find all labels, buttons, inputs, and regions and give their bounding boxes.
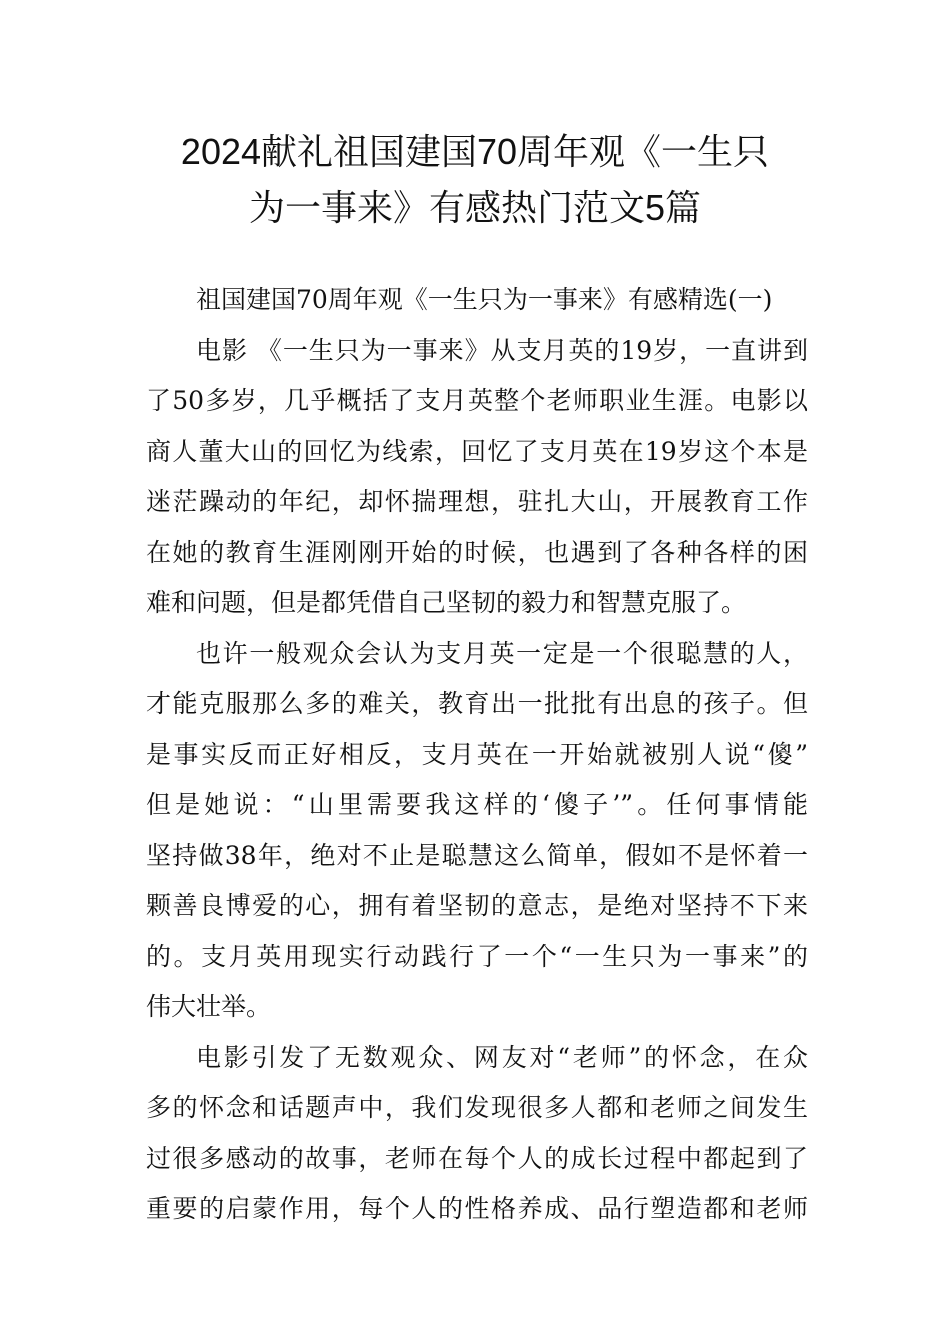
text-line: 在她的教育生涯刚刚开始的时候，也遇到了各种各样的困 <box>146 537 808 567</box>
text-line: 了50多岁，几乎概括了支月英整个老师职业生涯。电影以 <box>146 386 808 415</box>
title-line: 为一事来》有感热门范文5篇 <box>248 187 702 228</box>
title-line: 2024献礼祖国建国70周年观《一生只 <box>180 131 770 172</box>
subtitle-line: 祖国建国70周年观《一生只为一事来》有感精选(一) <box>196 285 773 314</box>
document-body <box>146 280 808 1240</box>
text-line: 迷茫躁动的年纪，却怀揣理想，驻扎大山，开展教育工作 <box>146 487 808 516</box>
text-line: 难和问题，但是都凭借自己坚韧的毅力和智慧克服了。 <box>146 588 747 617</box>
text-line: 商人董大山的回忆为线索，回忆了支月英在19岁这个本是 <box>146 436 808 466</box>
text-line: 过很多感动的故事，老师在每个人的成长过程中都起到了 <box>146 1143 808 1173</box>
text-line: 电影 《一生只为一事来》从支月英的19岁，一直讲到 <box>196 335 808 365</box>
paragraph-1 <box>146 331 808 634</box>
text-line: 的。支月英用现实行动践行了一个“一生只为一事来”的 <box>146 941 808 971</box>
text-line: 多的怀念和话题声中，我们发现很多人都和老师之间发生 <box>146 1093 808 1122</box>
paragraph-3 <box>146 1038 808 1240</box>
text-line: 颗善良博爱的心，拥有着坚韧的意志，是绝对坚持不下来 <box>146 891 808 920</box>
paragraph-2 <box>146 634 808 1038</box>
text-line: 坚持做38年，绝对不止是聪慧这么简单，假如不是怀着一 <box>146 840 808 870</box>
text-line: 才能克服那么多的难关，教育出一批批有出息的孩子。但 <box>146 689 808 718</box>
text-line: 伟大壮举。 <box>146 992 272 1021</box>
text-line: 是事实反而正好相反，支月英在一开始就被别人说“傻” <box>146 739 808 769</box>
text-line: 电影引发了无数观众、网友对“老师”的怀念，在众 <box>196 1042 808 1072</box>
text-line: 重要的启蒙作用，每个人的性格养成、品行塑造都和老师 <box>146 1194 808 1223</box>
document-title <box>100 124 850 236</box>
text-line: 也许一般观众会认为支月英一定是一个很聪慧的人， <box>196 638 808 668</box>
section-subtitle <box>146 280 808 331</box>
text-line: 但是她说：“山里需要我这样的‘傻子’”。任何事情能 <box>146 790 808 819</box>
